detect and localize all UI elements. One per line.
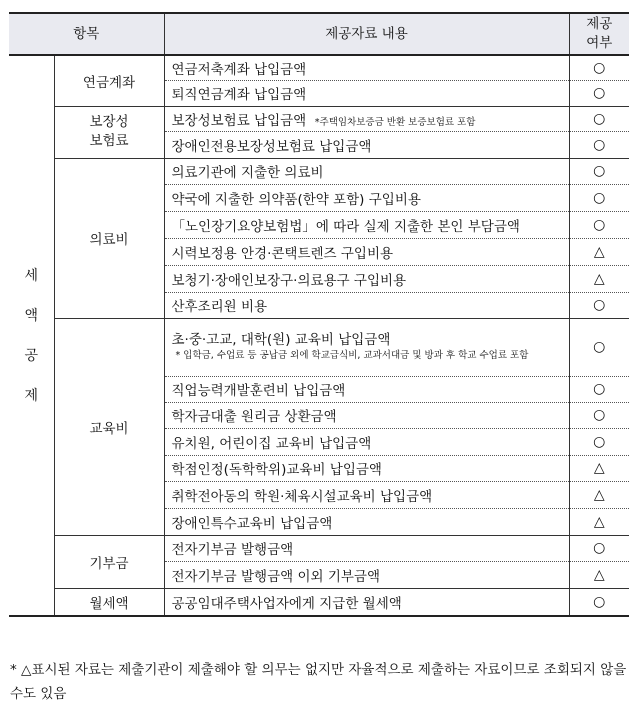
provided-mark: ○: [569, 376, 629, 402]
group-education: 교육비: [54, 318, 164, 535]
item-note: * 입학금, 수업료 등 공납금 외에 학교급식비, 교과서대금 및 방과 후 학교 수업료 포함: [175, 350, 529, 361]
provided-mark: ○: [569, 131, 629, 158]
provided-mark: ○: [569, 318, 629, 376]
item-text: 초·중·고교, 대학(원) 교육비 납입금액 * 입학금, 수업료 등 공납금 외에 학교급식비, 교과서대금 및 방과 후 학교 수업료 포함: [164, 318, 569, 376]
header-category: 항목: [9, 13, 164, 55]
group-rent: 월세액: [54, 588, 164, 616]
item-text: 전자기부금 발행금액 이외 기부금액: [164, 561, 569, 588]
item-text: 학자금대출 원리금 상환금액: [164, 402, 569, 428]
provided-mark: ○: [569, 211, 629, 238]
provided-mark: ○: [569, 402, 629, 428]
provided-mark: △: [569, 561, 629, 588]
item-text: 시력보정용 안경·콘택트렌즈 구입비용: [164, 238, 569, 265]
provided-mark: ○: [569, 158, 629, 184]
provided-mark: △: [569, 481, 629, 508]
table-row: [9, 55, 629, 80]
item-text: 취학전아동의 학원·체육시설교육비 납입금액: [164, 481, 569, 508]
provided-mark: ○: [569, 428, 629, 455]
item-text: 보청기·장애인보장구·의료용구 구입비용: [164, 265, 569, 292]
header-content: 제공자료 내용: [164, 13, 569, 55]
item-text: 공공임대주택사업자에게 지급한 월세액: [164, 588, 569, 616]
provided-mark: ○: [569, 106, 629, 131]
item-text: 연금저축계좌 납입금액: [164, 55, 569, 80]
item-text: 산후조리원 비용: [164, 292, 569, 318]
provided-mark: ○: [569, 588, 629, 616]
item-text: 장애인전용보장성보험료 납입금액: [164, 131, 569, 158]
provided-mark: △: [569, 238, 629, 265]
table-row: [9, 318, 629, 376]
item-text: 보장성보험료 납입금액 *주택임차보증금 반환 보증보험료 포함: [164, 106, 569, 131]
provided-mark: ○: [569, 535, 629, 561]
table-row: [9, 535, 629, 561]
category-tax-deduction: 세 액 공 제: [9, 55, 54, 616]
item-text: 전자기부금 발행금액: [164, 535, 569, 561]
provided-mark: △: [569, 508, 629, 535]
footnote: * △표시된 자료는 제출기관이 제출해야 할 의무는 없지만 자율적으로 제출하는 자료이므로 조회되지 않을 수도 있음: [10, 662, 627, 702]
provided-mark: △: [569, 455, 629, 481]
table-row: [9, 106, 629, 131]
item-text: 의료기관에 지출한 의료비: [164, 158, 569, 184]
deduction-data-table: [9, 12, 629, 617]
item-text: 장애인특수교육비 납입금액: [164, 508, 569, 535]
item-note: *주택임차보증금 반환 보증보험료 포함: [314, 116, 476, 128]
group-pension: 연금계좌: [54, 55, 164, 106]
item-text: 「노인장기요양보험법」에 따라 실제 지출한 본인 부담금액: [164, 211, 569, 238]
provided-mark: ○: [569, 80, 629, 106]
provided-mark: △: [569, 265, 629, 292]
item-text: 약국에 지출한 의약품(한약 포함) 구입비용: [164, 184, 569, 211]
header-provided: 제공 여부: [569, 13, 629, 55]
provided-mark: ○: [569, 292, 629, 318]
item-text: 직업능력개발훈련비 납입금액: [164, 376, 569, 402]
group-insurance: 보장성 보험료: [54, 106, 164, 158]
item-text: 학점인정(독학학위)교육비 납입금액: [164, 455, 569, 481]
provided-mark: ○: [569, 184, 629, 211]
table-row: [9, 588, 629, 616]
group-medical: 의료비: [54, 158, 164, 318]
table-header-row: [9, 13, 629, 55]
group-donation: 기부금: [54, 535, 164, 588]
provided-mark: ○: [569, 55, 629, 80]
item-text: 유치원, 어린이집 교육비 납입금액: [164, 428, 569, 455]
table-row: [9, 158, 629, 184]
item-text: 퇴직연금계좌 납입금액: [164, 80, 569, 106]
